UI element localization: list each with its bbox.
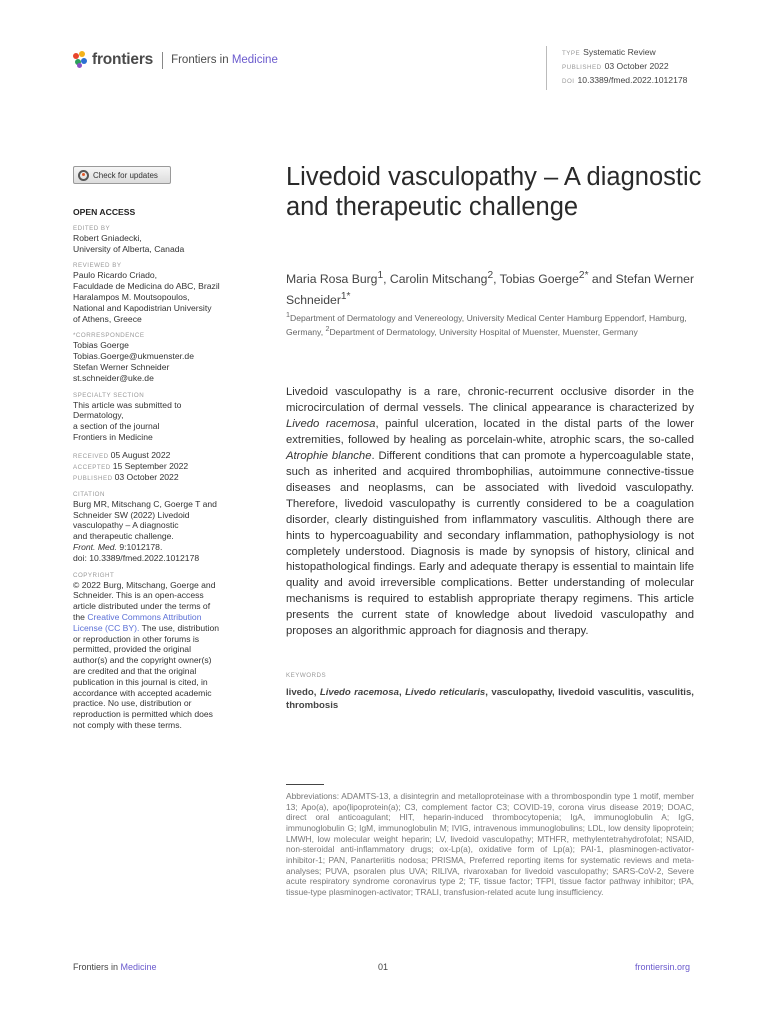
specialty-line: Dermatology, (73, 410, 124, 421)
section-key: CITATION (73, 490, 105, 498)
author-name[interactable]: Stefan Werner Schneider$^{1*}$ (286, 272, 694, 308)
abstract-text: . Different conditions that can promote a hypercoagulable state, such as inherited and acquired thrombophilias, autoimmune connective-tissue diseases and neoplasms, can be associated with livedoid vasculopathy. Therefore, livedoid vasculopathy is currently considered to be a coagulation disorder, clearly distinguished from inflammatory vasculitis. Although there are hints to hypercoaguability and secondary inflammation, pathophysiology is not completely understood. Diagnosis is made by synopsis of history, clinical and histopathological findings. Early and adequate therapy is essential to maintain life quality and avoid irreversible complications. Better understanding of molecular mechanisms is required to establish appropriate therapy regimens. This article presents the current state of knowledge about livedoid vasculopathy and proposes an algorithmic approach for diagnosis and therapy. (286, 449, 694, 638)
abstract-term: Livedo racemosa (286, 417, 376, 430)
copyright-line: not comply with these terms. (73, 719, 182, 730)
author-sup: 2 (487, 270, 494, 281)
author-sup: 1* (340, 291, 351, 303)
check-updates-label: Check for updates (93, 170, 158, 180)
keyword: Livedo reticularis (405, 687, 486, 698)
copyright-line (73, 612, 233, 623)
page-number: 01 (378, 962, 389, 972)
keyword: livedoid vasculitis (558, 687, 642, 698)
received-date (73, 450, 233, 461)
citation-line: vasculopathy – A diagnostic (73, 520, 179, 531)
edited-by-section (73, 224, 233, 255)
specialty-line: a section of the journal (73, 421, 160, 432)
copyright-line: author(s) and the copyright owner(s) (73, 655, 212, 666)
specialty-section (73, 391, 233, 443)
footnote-rule (286, 784, 324, 785)
date-value: 03 October 2022 (114, 471, 179, 482)
correspondent-name: Tobias Goerge (73, 340, 129, 351)
citation-journal-line (73, 542, 233, 553)
date-key: ACCEPTED (73, 463, 111, 471)
copyright-text: The use, distribution (139, 622, 220, 633)
meta-key: PUBLISHED (562, 64, 602, 71)
dates-section (73, 450, 233, 483)
author-name[interactable]: Maria Rosa Burg$^1$ (286, 270, 384, 287)
correspondent-email[interactable]: st.schneider@uke.de (73, 372, 154, 383)
affiliation-text: Department of Dermatology, University Hospital of Muenster, Muenster, Germany (329, 327, 638, 338)
meta-type (562, 46, 687, 60)
meta-published (562, 60, 687, 74)
copyright-line: are credited and that the original (73, 665, 197, 676)
copyright-text: article distributed under the terms of (73, 601, 211, 612)
accepted-date (73, 461, 233, 472)
date-value: 05 August 2022 (110, 449, 171, 460)
keyword: livedo (286, 687, 314, 698)
abbreviations: Abbreviations: ADAMTS-13, a disintegrin and metalloproteinase with a thrombospondin type 1 motif, member 13; Apo(a), apo(lipoprotein(a); C3, complement factor C3; COVID-19, corona virus disease 2019; DOAC, direct oral anticoagulant; HIT, heparin-induced thrombocytopenia; IgA, immunoglobulin A; IgG, immunoglobulin G; IgM, immunoglobulin M; IVIG, intravenous immunoglobulins; LDL, low density lipoprotein; LMWH, low molecular weight heparin; LV, livedoid vasculopathy; MTHFR, methylentetrahydrofolat; NSAID, non-steroidal anti-inflammatory drugs; ox-Lp(a), oxidative form of Lp(a); PAI-1, plasminogen-activator-inhibitor-1; PAN, Panarteriitis nodosa; PRISMA, Preferred reporting items for systematic reviews and meta-analyses; PUVA, psoralen plus UVA; RILIVA, rivaroxaban for livedoid vasculopathy; SARS-CoV-2, Severe acute respiratory syndrome coronavirus type 2; TF, tissue factor; TFPI, tissue factor pathway inhibitor; tPA, tissue-type plasminogen-activator; TRALI, transfusion-related acute lung insufficiency. (286, 791, 694, 897)
copyright-section (73, 571, 233, 731)
affil-sup: 2 (325, 325, 330, 334)
copyright-line (73, 623, 233, 634)
section-key: COPYRIGHT (73, 571, 115, 579)
meta-doi[interactable] (562, 74, 687, 88)
footer-site-link[interactable]: frontiersin.org (635, 962, 691, 972)
correspondent-email[interactable]: Tobias.Goerge@ukmuenster.de (73, 351, 194, 362)
citation-section (73, 490, 233, 564)
published-date (73, 472, 233, 483)
footer-journal-prefix: Frontiers in (73, 962, 119, 972)
abstract (286, 385, 694, 640)
author-sup: 2* (578, 270, 589, 281)
correspondence-section (73, 331, 233, 383)
correspondent-name: Stefan Werner Schneider (73, 361, 170, 372)
footer-journal[interactable] (73, 962, 157, 972)
cc-license-link[interactable]: License (CC BY). (73, 622, 140, 633)
check-updates-button[interactable] (73, 166, 171, 184)
brand-wordmark: frontiers (92, 51, 154, 68)
citation-volume: 9:1012178. (116, 541, 163, 552)
keyword: vasculopathy (491, 687, 552, 698)
specialty-line: This article was submitted to (73, 399, 182, 410)
article-meta (546, 46, 687, 90)
citation-line: Schneider SW (2022) Livedoid (73, 509, 190, 520)
reviewed-by-section (73, 261, 233, 324)
journal-prefix: Frontiers in (171, 54, 229, 66)
citation-line: and therapeutic challenge. (73, 531, 174, 542)
copyright-line: publication in this journal is cited, in (73, 676, 208, 687)
abstract-term: Atrophie blanche (286, 449, 372, 462)
citation-journal: Front. Med. (73, 541, 117, 552)
keywords-heading: KEYWORDS (286, 672, 327, 679)
check-updates-icon (78, 170, 89, 181)
author-name[interactable]: Carolin Mitschang$^2$ (389, 270, 494, 287)
cc-license-link[interactable]: Creative Commons Attribution (87, 611, 202, 622)
author-sup: 1 (377, 270, 384, 281)
meta-value[interactable]: 10.3389/fmed.2022.1012178 (577, 75, 688, 85)
meta-value: 03 October 2022 (604, 61, 669, 71)
affiliations (286, 310, 706, 339)
affil-sup: 1 (286, 311, 290, 319)
journal-name[interactable] (171, 54, 278, 66)
specialty-line: Frontiers in Medicine (73, 431, 153, 442)
copyright-line (73, 601, 233, 612)
open-access-label: OPEN ACCESS (73, 207, 136, 217)
article-title: Livedoid vasculopathy – A diagnostic and therapeutic challenge (286, 163, 702, 221)
meta-key: TYPE (562, 50, 581, 57)
copyright-line: permitted, provided the original (73, 644, 191, 655)
copyright-text: the (73, 611, 88, 622)
meta-key: DOI (562, 78, 575, 85)
reviewer-line: Haralampos M. Moutsopoulos, (73, 291, 190, 302)
author-list: Maria Rosa Burg$^1$, Carolin Mitschang$^2$, Tobias Goerge$^{2*}$ and Stefan Werner Schneider$^{1*}$ (286, 270, 694, 308)
copyright-line: reproduction is permitted which does (73, 709, 213, 720)
frontiers-logo-icon (73, 51, 89, 69)
copyright-line: © 2022 Burg, Mitschang, Goerge and (73, 579, 216, 590)
keyword-list: livedo, Livedo racemosa, Livedo reticularis, vasculopathy, livedoid vasculitis, vasculitis, thrombosis (286, 687, 694, 711)
section-key: EDITED BY (73, 224, 111, 232)
keyword: thrombosis (286, 700, 339, 711)
footer-journal-name: Medicine (120, 962, 157, 972)
editor-name: Robert Gniadecki, (73, 232, 142, 243)
header-divider (162, 52, 163, 69)
abstract-text: Livedoid vasculopathy is a rare, chronic-recurrent occlusive disorder in the microcirculation of dermal vessels. The clinical appearance is characterized by (286, 386, 694, 414)
copyright-line: Schneider. This is an open-access (73, 590, 204, 601)
journal-title: Medicine (231, 54, 278, 66)
keyword: Livedo racemosa (319, 687, 399, 698)
citation-doi[interactable]: doi: 10.3389/fmed.2022.1012178 (73, 552, 200, 563)
section-key: *CORRESPONDENCE (73, 332, 145, 340)
reviewer-line: Paulo Ricardo Criado, (73, 270, 158, 281)
date-value: 15 September 2022 (112, 460, 189, 471)
copyright-line: accordance with accepted academic (73, 687, 212, 698)
affiliation-text: Department of Dermatology and Venereology, University Medical Center Hamburg Eppendorf, Hamburg, Germany, (286, 312, 687, 338)
section-key: SPECIALTY SECTION (73, 391, 145, 399)
frontiers-logo[interactable] (73, 51, 278, 69)
reviewer-line: National and Kapodistrian University (73, 302, 212, 313)
copyright-line: practice. No use, distribution or (73, 698, 192, 709)
editor-affiliation: University of Alberta, Canada (73, 243, 185, 254)
keyword: vasculitis (647, 687, 692, 698)
article-sidebar (73, 207, 233, 738)
reviewer-line: of Athens, Greece (73, 313, 142, 324)
section-key: REVIEWED BY (73, 262, 122, 270)
citation-line: Burg MR, Mitschang C, Goerge T and (73, 498, 217, 509)
abstract-text: , painful ulceration, located in the distal parts of the lower extremities, followed by healing as porcelain-white, atrophic scars, the so-called (286, 417, 695, 446)
reviewer-line: Faculdade de Medicina do ABC, Brazil (73, 281, 220, 292)
meta-value: Systematic Review (583, 47, 656, 57)
author-name[interactable]: Tobias Goerge$^{2*}$ (499, 270, 589, 287)
date-key: RECEIVED (73, 452, 109, 460)
date-key: PUBLISHED (73, 474, 113, 482)
copyright-line: or reproduction in other forums is (73, 633, 200, 644)
